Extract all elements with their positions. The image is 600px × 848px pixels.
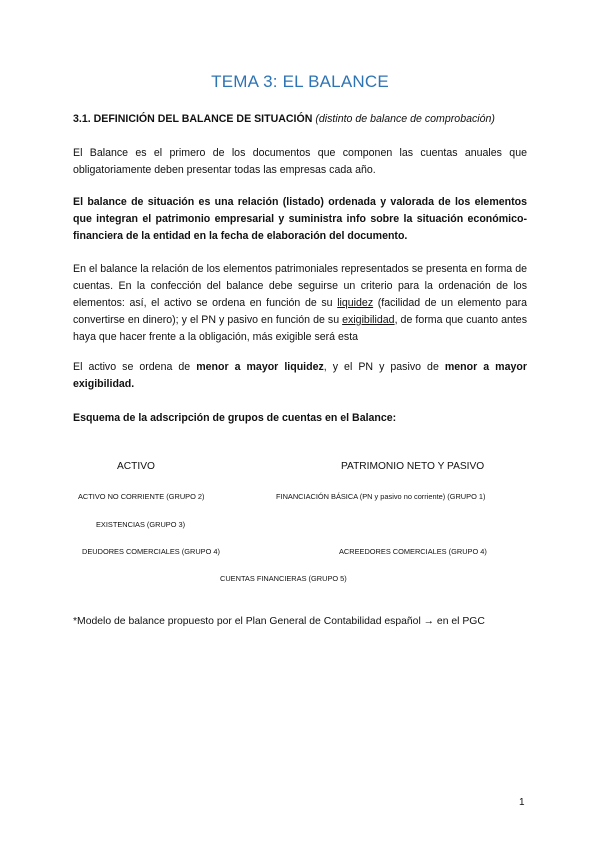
activo-no-corriente-label: ACTIVO NO CORRIENTE (GRUPO 2) [78,492,205,501]
section-heading-note: (distinto de balance de comprobación) [315,113,495,125]
deudores-label: DEUDORES COMERCIALES (GRUPO 4) [82,547,220,556]
activo-header: ACTIVO [117,461,155,472]
scheme-intro: Esquema de la adscripción de grupos de cuentas en el Balance: [73,412,397,424]
cuentas-financieras-label: CUENTAS FINANCIERAS (GRUPO 5) [220,574,347,583]
liquidez-term: liquidez [337,297,374,309]
exigibilidad-term: exigibilidad [342,314,395,326]
acreedores-label: ACREEDORES COMERCIALES (GRUPO 4) [339,547,487,556]
paragraph-3-part-3: , de forma que cuanto antes haya que hacer frente a la obligación, más exigible será esta [73,314,527,343]
paragraph-2: El balance de situación es una relación (listado) ordenada y valorada de los elementos que integran el patrimonio empresarial y suministra info sobre la situación económico-financiera de la entidad en la fecha de elaboración del documento. [73,196,527,242]
paragraph-3 [73,261,527,346]
page-title: TEMA 3: EL BALANCE [211,72,389,91]
paragraph-1: El Balance es el primero de los documentos que componen las cuentas anuales que obligatoriamente deben presentar todas las empresas cada año. [73,147,527,176]
page-number: 1 [519,797,525,808]
paragraph-3-part-2: (facilidad de un elemento para convertirse en dinero); y el PN y pasivo en función de su [73,297,528,326]
paragraph-4 [73,359,527,393]
pn-pasivo-header: PATRIMONIO NETO Y PASIVO [341,461,485,472]
financiacion-basica-label: FINANCIACIÓN BÁSICA (PN y pasivo no corriente) (GRUPO 1) [276,492,486,501]
liquidez-order: menor a mayor liquidez [196,361,324,373]
paragraph-4-part-2: , y el PN y pasivo de [323,361,445,373]
footnote: *Modelo de balance propuesto por el Plan General de Contabilidad español → en el PGC [73,616,485,627]
exigibilidad-order: menor a mayor exigibilidad. [73,361,527,390]
section-heading-text: 3.1. DEFINICIÓN DEL BALANCE DE SITUACIÓN [73,113,313,125]
paragraph-3-part-1: En el balance la relación de los elementos patrimoniales representados se presenta en forma de cuentas. En la confección del balance debe seguirse un criterio para la ordenación de los elementos: así, el activo se ordena en función de su [73,263,527,309]
section-heading [73,113,533,125]
existencias-label: EXISTENCIAS (GRUPO 3) [96,520,186,529]
paragraph-4-part-1: El activo se ordena de [73,361,197,373]
